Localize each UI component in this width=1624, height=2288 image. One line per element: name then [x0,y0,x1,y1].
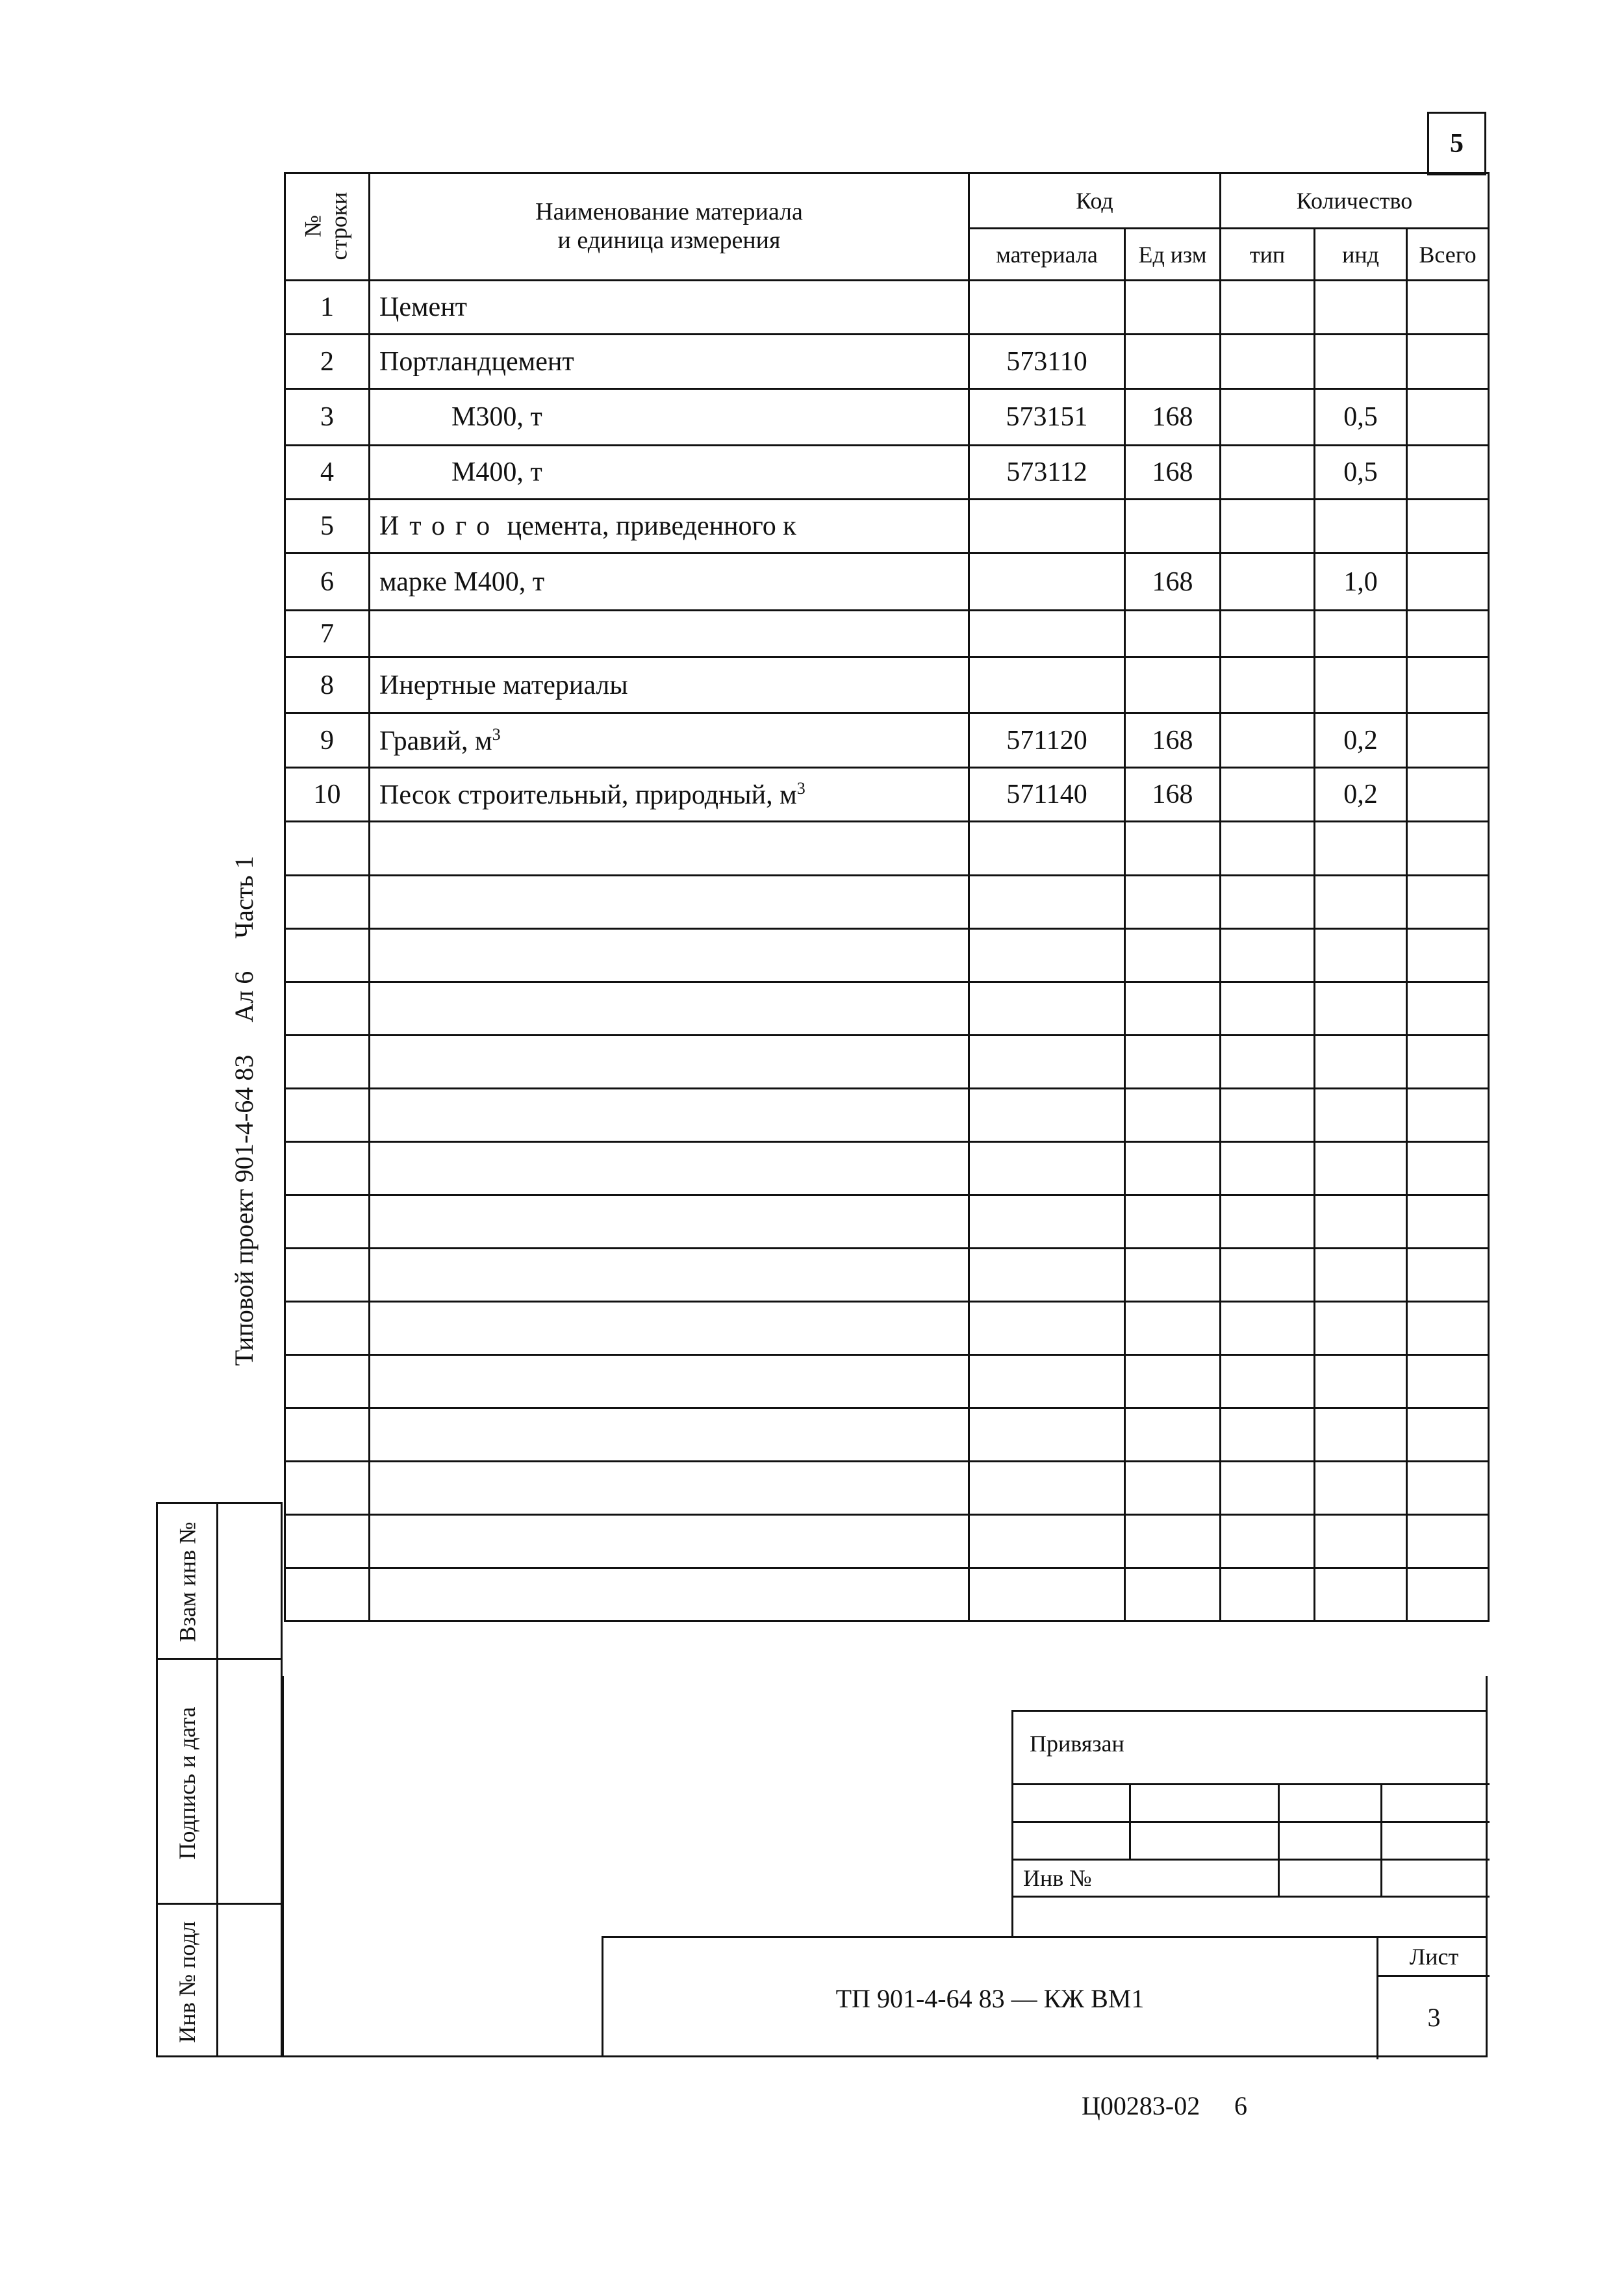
qty-ind: 0,5 [1315,389,1407,446]
table-row [285,389,1489,446]
page-number-box [1427,112,1486,175]
empty-row [285,1249,1489,1302]
material-name: Цемент [370,281,969,335]
table-row [285,657,1489,713]
materials-table [284,172,1490,1622]
material-code [969,281,1125,335]
material-code [969,553,1125,611]
material-code: 573110 [969,335,1125,389]
table-row [285,768,1489,822]
footer-code: Ц00283-02 [1082,2091,1200,2120]
qty-total [1407,611,1489,657]
material-name [370,611,969,657]
unit-code: 168 [1125,553,1221,611]
qty-type [1221,611,1315,657]
sheet-label: Лист [1409,1943,1459,1970]
material-name: М400, т [370,446,969,500]
empty-row [285,1355,1489,1408]
row-number: 3 [285,389,370,446]
qty-type [1221,768,1315,822]
qty-type-header: тип [1221,229,1315,281]
binding-label: Привязан [1030,1731,1124,1757]
empty-row [285,1515,1489,1568]
material-code: 571140 [969,768,1125,822]
qty-ind [1315,281,1407,335]
material-name: Гравий, $м^3$ [370,713,969,768]
unit-code [1125,335,1221,389]
qty-ind: 0,5 [1315,446,1407,500]
qty-type [1221,553,1315,611]
inv-podl-label: Инв № подл [174,1921,200,2043]
qty-total [1407,768,1489,822]
qty-ind: 0,2 [1315,713,1407,768]
table-row [285,446,1489,500]
unit-code [1125,500,1221,553]
row-number: 10 [285,768,370,822]
qty-total [1407,389,1489,446]
material-code: 571120 [969,713,1125,768]
code-header: Код [969,173,1221,229]
qty-ind: 0,2 [1315,768,1407,822]
qty-ind [1315,335,1407,389]
empty-row [285,822,1489,876]
table-row [285,335,1489,389]
unit-code: 168 [1125,389,1221,446]
qty-type [1221,713,1315,768]
qty-ind [1315,500,1407,553]
empty-row [285,1195,1489,1249]
empty-row [285,1302,1489,1355]
material-name: Инертные материалы [370,657,969,713]
qty-type [1221,335,1315,389]
table-row [285,713,1489,768]
empty-row [285,982,1489,1036]
material-code [969,657,1125,713]
table-row [285,553,1489,611]
title-block [602,1936,1488,2057]
material-name: Итого цемента, приведенного к [370,500,969,553]
qty-total [1407,281,1489,335]
quantity-header: Количество [1221,173,1489,229]
qty-ind [1315,611,1407,657]
unit-code: 168 [1125,446,1221,500]
empty-row [285,1568,1489,1621]
qty-type [1221,389,1315,446]
material-code: 573151 [969,389,1125,446]
unit-code: 168 [1125,768,1221,822]
material-code: 573112 [969,446,1125,500]
unit-code [1125,611,1221,657]
signature-date-label: Подпись и дата [174,1707,200,1860]
row-number: 6 [285,553,370,611]
row-number: 1 [285,281,370,335]
code-unit-header: Ед изм [1125,229,1221,281]
vzam-inv-box [156,1502,283,1660]
binding-stamp [1011,1710,1488,1937]
row-number: 4 [285,446,370,500]
qty-type [1221,446,1315,500]
qty-ind [1315,657,1407,713]
row-number: 5 [285,500,370,553]
qty-ind: 1,0 [1315,553,1407,611]
qty-total [1407,335,1489,389]
qty-ind-header: инд [1315,229,1407,281]
empty-row [285,1408,1489,1462]
unit-code [1125,657,1221,713]
qty-total [1407,446,1489,500]
qty-total [1407,500,1489,553]
material-name: Песок строительный, природный, $м^3$ [370,768,969,822]
empty-row [285,1142,1489,1195]
unit-code [1125,281,1221,335]
empty-row [285,876,1489,929]
side-title: Типовой проект 901-4-64 83 Ал 6 Часть 1 [229,856,259,1366]
qty-total [1407,553,1489,611]
inv-podl-box [156,1903,283,2057]
document-code: ТП 901-4-64 83 — КЖ ВМ1 [835,1984,1145,2013]
signature-date-box [156,1658,283,1905]
code-material-header: материала [969,229,1125,281]
qty-total [1407,657,1489,713]
qty-total-header: Всего [1407,229,1489,281]
qty-total [1407,713,1489,768]
material-name: марке М400, т [370,553,969,611]
material-name: М300, т [370,389,969,446]
empty-row [285,1036,1489,1089]
table-row [285,281,1489,335]
inv-number-label: Инв № [1023,1865,1092,1891]
material-name: Портландцемент [370,335,969,389]
row-number: 9 [285,713,370,768]
qty-type [1221,281,1315,335]
qty-type [1221,657,1315,713]
qty-type [1221,500,1315,553]
row-number: 8 [285,657,370,713]
table-row [285,611,1489,657]
row-number: 7 [285,611,370,657]
footer-page: 6 [1234,2091,1247,2120]
name-header: Наименование материала и единица измерения [370,173,969,281]
row-number: 2 [285,335,370,389]
empty-row [285,929,1489,982]
row-number-header [285,173,370,281]
vzam-inv-label: Взам инв № [174,1521,201,1642]
material-code [969,611,1125,657]
empty-row [285,1462,1489,1515]
unit-code: 168 [1125,713,1221,768]
table-row [285,500,1489,553]
row-number-header-text: № строки [299,192,352,261]
sheet-number: 3 [1427,2002,1441,2032]
page-number: 5 [1450,129,1464,159]
material-code [969,500,1125,553]
empty-row [285,1089,1489,1142]
